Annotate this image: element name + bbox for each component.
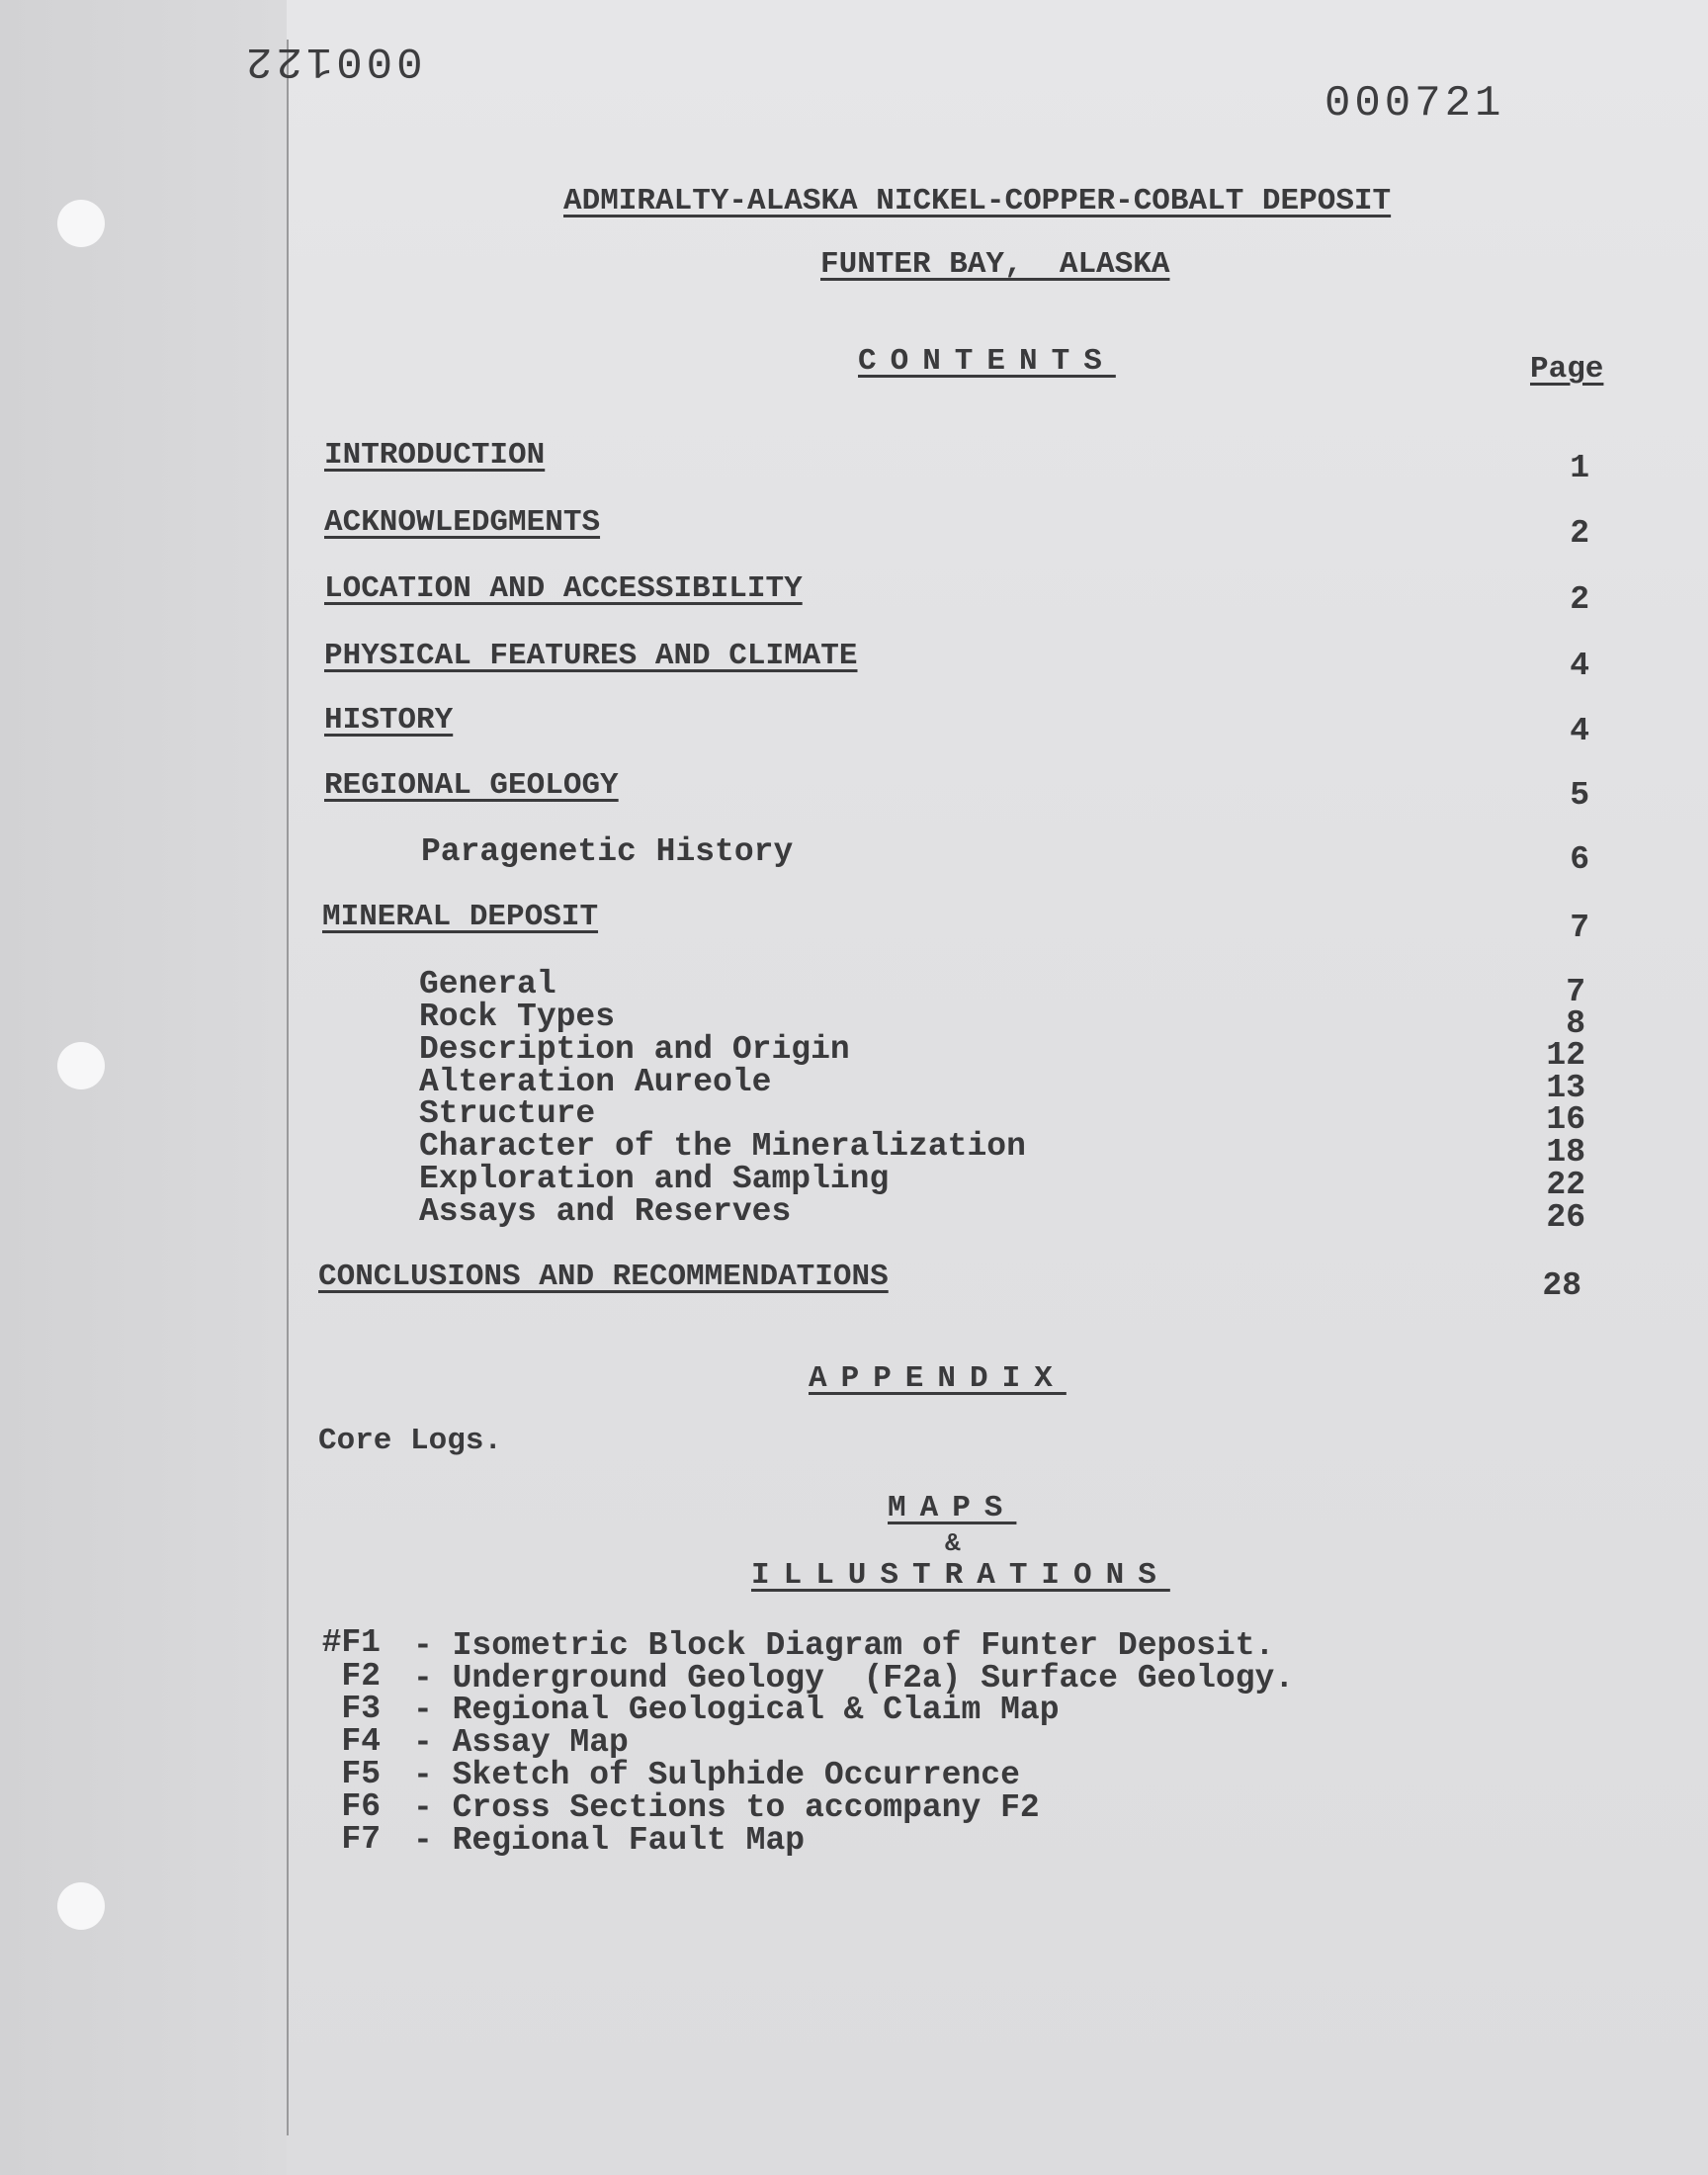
toc-subsection: Character of the Mineralization (419, 1128, 1026, 1165)
appendix-heading: APPENDIX (809, 1361, 1067, 1396)
toc-page-number: 26 (1546, 1199, 1585, 1236)
toc-page-number: 7 (1570, 910, 1589, 946)
toc-subsection: Exploration and Sampling (419, 1161, 890, 1197)
page-stamp: 000721 (1324, 79, 1505, 129)
figure-id: #F1 (321, 1624, 381, 1661)
toc-regional-geology: REGIONAL GEOLOGY (324, 768, 619, 803)
toc-page-number: 6 (1570, 841, 1589, 878)
punch-hole-bottom (57, 1882, 105, 1930)
figure-id: F3 (341, 1691, 381, 1727)
toc-page-number: 18 (1546, 1134, 1585, 1171)
document-title: ADMIRALTY-ALASKA NICKEL-COPPER-COBALT DEPOSIT (563, 184, 1392, 218)
left-margin-strip (0, 0, 287, 2175)
contents-heading: CONTENTS (858, 344, 1116, 379)
toc-page-number: 8 (1566, 1005, 1585, 1042)
toc-page-number: 4 (1570, 713, 1589, 749)
toc-subsection: Description and Origin (419, 1031, 850, 1068)
toc-acknowledgments: ACKNOWLEDGMENTS (324, 505, 601, 540)
toc-subsection: Rock Types (419, 999, 616, 1035)
toc-page-number: 28 (1542, 1267, 1581, 1304)
toc-page-number: 5 (1570, 777, 1589, 814)
toc-page-number: 1 (1570, 450, 1589, 486)
margin-rule (287, 40, 289, 2135)
punch-hole-top (57, 200, 105, 247)
figure-description: - Assay Map (413, 1724, 629, 1761)
document-subtitle: FUNTER BAY, ALASKA (820, 247, 1170, 282)
toc-location: LOCATION AND ACCESSIBILITY (324, 571, 803, 606)
toc-history: HISTORY (324, 703, 454, 738)
toc-introduction: INTRODUCTION (324, 438, 546, 473)
appendix-core-logs: Core Logs. (318, 1424, 503, 1458)
figure-id: F4 (341, 1723, 381, 1760)
toc-page-number: 7 (1566, 974, 1585, 1010)
maps-heading: MAPS (888, 1491, 1017, 1525)
illustrations-heading: ILLUSTRATIONS (751, 1558, 1170, 1593)
toc-conclusions: CONCLUSIONS AND RECOMMENDATIONS (318, 1260, 889, 1294)
figure-description: - Isometric Block Diagram of Funter Deposit. (413, 1627, 1275, 1664)
toc-page-number: 16 (1546, 1101, 1585, 1138)
flipped-page-stamp: 000122 (242, 36, 423, 85)
punch-hole-middle (57, 1042, 105, 1089)
toc-page-number: 13 (1546, 1070, 1585, 1106)
figure-id: F7 (341, 1821, 381, 1858)
toc-page-number: 12 (1546, 1037, 1585, 1074)
figure-description: - Cross Sections to accompany F2 (413, 1789, 1040, 1826)
toc-physical-features: PHYSICAL FEATURES AND CLIMATE (324, 639, 858, 673)
toc-page-number: 2 (1570, 515, 1589, 552)
figure-description: - Regional Geological & Claim Map (413, 1692, 1060, 1728)
figure-description: - Regional Fault Map (413, 1822, 806, 1859)
toc-page-number: 22 (1546, 1167, 1585, 1203)
toc-subsection: Assays and Reserves (419, 1193, 792, 1230)
figure-id: F6 (341, 1788, 381, 1825)
toc-subsection: General (419, 966, 556, 1002)
toc-subsection: Structure (419, 1095, 596, 1132)
toc-subsection: Alteration Aureole (419, 1064, 772, 1100)
toc-page-number: 4 (1570, 648, 1589, 684)
figure-id: F2 (341, 1658, 381, 1695)
toc-page-number: 2 (1570, 581, 1589, 618)
figure-id: F5 (341, 1756, 381, 1792)
figure-description: - Underground Geology (F2a) Surface Geology. (413, 1660, 1295, 1696)
page-column-heading: Page (1530, 352, 1604, 387)
figure-description: - Sketch of Sulphide Occurrence (413, 1757, 1020, 1793)
ampersand: & (945, 1528, 961, 1558)
toc-paragenetic-history: Paragenetic History (421, 833, 794, 870)
toc-mineral-deposit: MINERAL DEPOSIT (322, 900, 599, 934)
